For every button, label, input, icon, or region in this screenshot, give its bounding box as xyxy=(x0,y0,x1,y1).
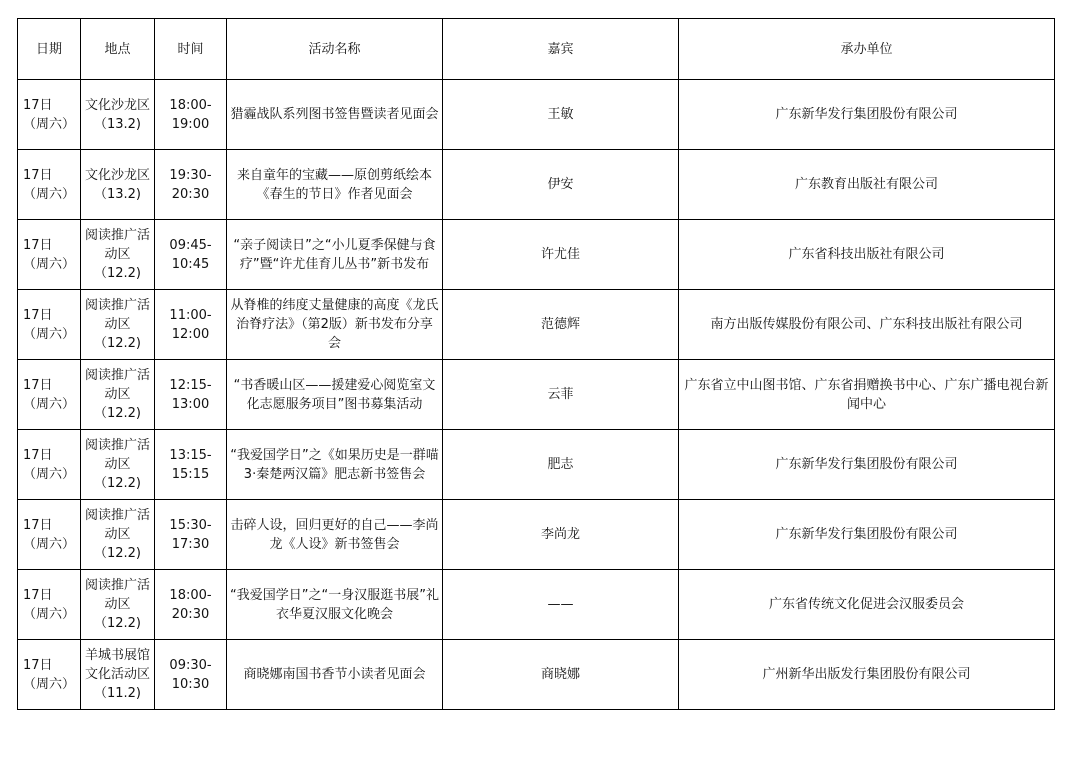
time-cell: 18:00-20:30 xyxy=(155,570,227,640)
time-cell: 18:00-19:00 xyxy=(155,80,227,150)
organizer-cell: 广东新华发行集团股份有限公司 xyxy=(679,500,1055,570)
organizer-cell: 广东新华发行集团股份有限公司 xyxy=(679,80,1055,150)
table-row xyxy=(18,570,1055,640)
place-cell: 阅读推广活动区（12.2) xyxy=(81,360,155,430)
place-cell: 阅读推广活动区（12.2) xyxy=(81,570,155,640)
table-row xyxy=(18,80,1055,150)
place-cell: 羊城书展馆文化活动区（11.2) xyxy=(81,640,155,710)
guest-cell: 云菲 xyxy=(443,360,679,430)
table-row xyxy=(18,290,1055,360)
date-cell: 17日（周六） xyxy=(18,430,81,500)
date-cell: 17日（周六） xyxy=(18,360,81,430)
table-row xyxy=(18,360,1055,430)
organizer-cell: 南方出版传媒股份有限公司、广东科技出版社有限公司 xyxy=(679,290,1055,360)
organizer-cell: 广东教育出版社有限公司 xyxy=(679,150,1055,220)
header-activity: 活动名称 xyxy=(227,19,443,80)
guest-cell: 王敏 xyxy=(443,80,679,150)
header-guest: 嘉宾 xyxy=(443,19,679,80)
organizer-cell: 广东省立中山图书馆、广东省捐赠换书中心、广东广播电视台新闻中心 xyxy=(679,360,1055,430)
place-cell: 阅读推广活动区（12.2) xyxy=(81,220,155,290)
guest-cell: 范德辉 xyxy=(443,290,679,360)
activity-cell: “我爱国学日”之“一身汉服逛书展”礼衣华夏汉服文化晚会 xyxy=(227,570,443,640)
activity-cell: “书香暖山区——援建爱心阅览室文化志愿服务项目”图书募集活动 xyxy=(227,360,443,430)
table-header-row xyxy=(18,19,1055,80)
activity-cell: 击碎人设，回归更好的自己——李尚龙《人设》新书签售会 xyxy=(227,500,443,570)
activity-cell: 商晓娜南国书香节小读者见面会 xyxy=(227,640,443,710)
place-cell: 阅读推广活动区（12.2) xyxy=(81,430,155,500)
guest-cell: 肥志 xyxy=(443,430,679,500)
place-cell: 阅读推广活动区（12.2) xyxy=(81,290,155,360)
guest-cell: 商晓娜 xyxy=(443,640,679,710)
time-cell: 09:45-10:45 xyxy=(155,220,227,290)
header-place: 地点 xyxy=(81,19,155,80)
table-body xyxy=(18,80,1055,710)
header-time: 时间 xyxy=(155,19,227,80)
organizer-cell: 广东省传统文化促进会汉服委员会 xyxy=(679,570,1055,640)
date-cell: 17日（周六） xyxy=(18,290,81,360)
activity-cell: 来自童年的宝藏——原创剪纸绘本《春生的节日》作者见面会 xyxy=(227,150,443,220)
organizer-cell: 广州新华出版发行集团股份有限公司 xyxy=(679,640,1055,710)
activity-cell: “亲子阅读日”之“小儿夏季保健与食疗”暨“许尤佳育儿丛书”新书发布 xyxy=(227,220,443,290)
table-row xyxy=(18,430,1055,500)
date-cell: 17日（周六） xyxy=(18,640,81,710)
time-cell: 19:30-20:30 xyxy=(155,150,227,220)
organizer-cell: 广东新华发行集团股份有限公司 xyxy=(679,430,1055,500)
place-cell: 文化沙龙区（13.2) xyxy=(81,80,155,150)
header-organizer: 承办单位 xyxy=(679,19,1055,80)
activity-cell: 从脊椎的纬度丈量健康的高度《龙氏治脊疗法》（第2版）新书发布分享会 xyxy=(227,290,443,360)
organizer-cell: 广东省科技出版社有限公司 xyxy=(679,220,1055,290)
activity-cell: 猎霾战队系列图书签售暨读者见面会 xyxy=(227,80,443,150)
guest-cell: 李尚龙 xyxy=(443,500,679,570)
date-cell: 17日（周六） xyxy=(18,220,81,290)
guest-cell: —— xyxy=(443,570,679,640)
time-cell: 13:15-15:15 xyxy=(155,430,227,500)
table-row xyxy=(18,640,1055,710)
table-row xyxy=(18,150,1055,220)
time-cell: 09:30-10:30 xyxy=(155,640,227,710)
place-cell: 阅读推广活动区（12.2) xyxy=(81,500,155,570)
event-schedule-table xyxy=(17,18,1055,710)
place-cell: 文化沙龙区（13.2) xyxy=(81,150,155,220)
date-cell: 17日（周六） xyxy=(18,500,81,570)
time-cell: 15:30-17:30 xyxy=(155,500,227,570)
time-cell: 11:00-12:00 xyxy=(155,290,227,360)
date-cell: 17日（周六） xyxy=(18,570,81,640)
date-cell: 17日（周六） xyxy=(18,80,81,150)
time-cell: 12:15-13:00 xyxy=(155,360,227,430)
table-row xyxy=(18,220,1055,290)
guest-cell: 伊安 xyxy=(443,150,679,220)
table-row xyxy=(18,500,1055,570)
header-date: 日期 xyxy=(18,19,81,80)
activity-cell: “我爱国学日”之《如果历史是一群喵3·秦楚两汉篇》肥志新书签售会 xyxy=(227,430,443,500)
date-cell: 17日（周六） xyxy=(18,150,81,220)
guest-cell: 许尤佳 xyxy=(443,220,679,290)
